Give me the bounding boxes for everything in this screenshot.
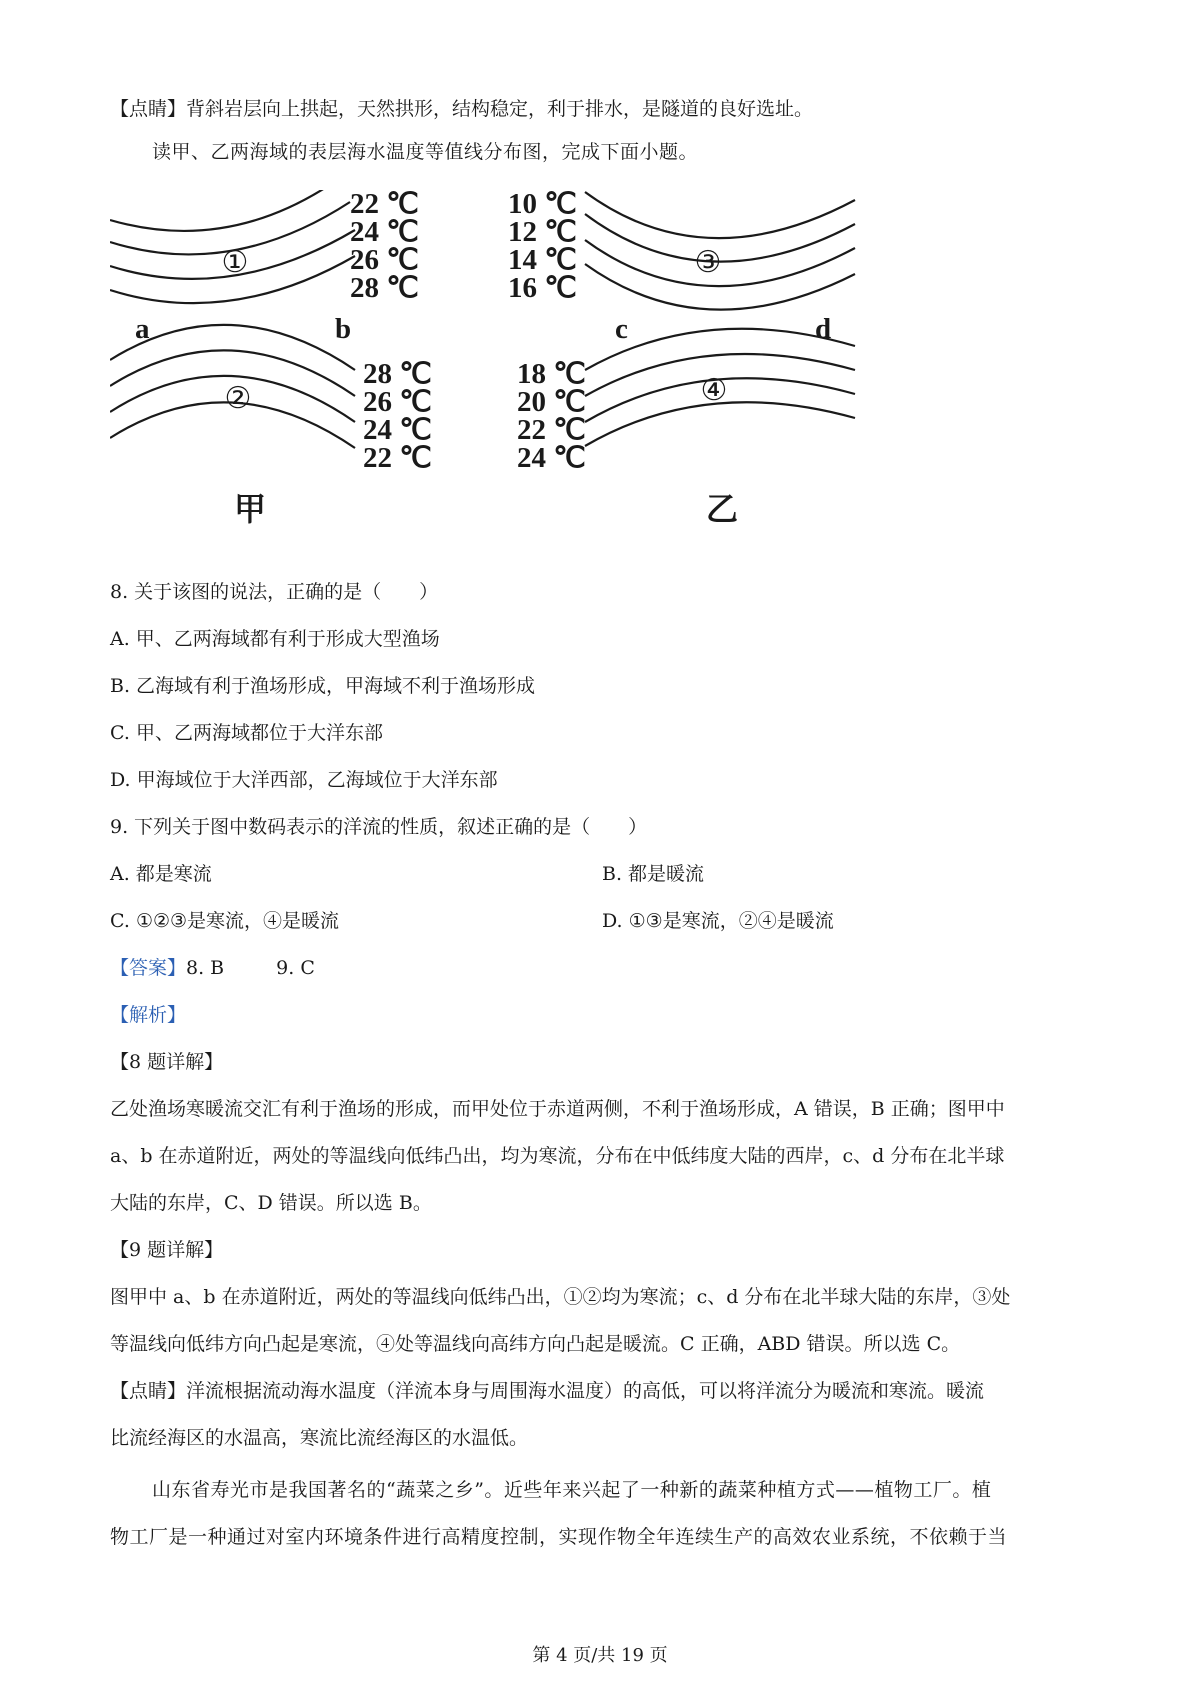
shandong-line-2: 物工厂是一种通过对室内环境条件进行高精度控制，实现作物全年连续生产的高效农业系统，不依赖于当 (110, 1526, 1008, 1548)
q8-option-c: C. 甲、乙两海域都位于大洋东部 (110, 722, 383, 744)
marker-1: ① (221, 245, 249, 280)
answer-line (110, 954, 1105, 982)
q9-option-b: B. 都是暖流 (602, 863, 705, 885)
detail-8-line-3: 大陆的东岸，C、D 错误。所以选 B。 (110, 1192, 432, 1214)
detail-8-line-2: a、b 在赤道附近，两处的等温线向低纬凸出，均为寒流，分布在中低纬度大陆的西岸，c、d 分布在北半球 (110, 1145, 1005, 1167)
jia-upper-label-1: 22 ℃ (350, 190, 419, 220)
answer-tag: 【答案】 (110, 957, 187, 979)
yi-upper-label-2: 12 ℃ (508, 216, 577, 248)
yi-right-letter: d (815, 313, 832, 345)
dianjing-line-1 (110, 95, 1105, 123)
question-9: 9. 下列关于图中数码表示的洋流的性质，叙述正确的是（ ） (110, 816, 648, 838)
detail-9-heading: 【9 题详解】 (110, 1239, 224, 1261)
yi-upper-line-1 (585, 192, 855, 238)
jia-left-letter: a (135, 313, 150, 345)
detail-9-line-1: 图甲中 a、b 在赤道附近，两处的等温线向低纬凸出，①②均为寒流；c、d 分布在北半球大陆的东岸，③处 (110, 1286, 1011, 1308)
yi-left-letter: c (615, 313, 628, 345)
yi-upper-label-4: 16 ℃ (508, 272, 577, 304)
q8-option-b: B. 乙海域有利于渔场形成，甲海域不利于渔场形成 (110, 675, 536, 697)
caption-yi: 乙 (705, 490, 739, 528)
q8-option-a: A. 甲、乙两海域都有利于形成大型渔场 (110, 628, 440, 650)
marker-3: ③ (694, 245, 722, 280)
answer-9: 9. C (276, 957, 315, 979)
yi-lower-line-4 (585, 402, 855, 446)
caption-jia: 甲 (233, 490, 267, 528)
dianjing-2-text: 洋流根据流动海水温度（洋流本身与周围海水温度）的高低，可以将洋流分为暖流和寒流。暖流 (186, 1380, 985, 1402)
jia-right-letter: b (335, 313, 352, 345)
yi-lower-label-2: 20 ℃ (517, 386, 586, 418)
dianjing-2-tag: 【点睛】 (110, 1380, 187, 1402)
dianjing-2-line-1 (110, 1377, 1105, 1405)
isotherm-svg (110, 190, 950, 560)
jia-lower-label-2: 26 ℃ (363, 386, 432, 418)
question-8: 8. 关于该图的说法，正确的是（ ） (110, 581, 439, 603)
yi-upper-label-3: 14 ℃ (508, 244, 577, 276)
jia-lower-label-4: 22 ℃ (363, 442, 432, 474)
yi-upper-label-1: 10 ℃ (508, 190, 577, 220)
intro-line: 读甲、乙两海域的表层海水温度等值线分布图，完成下面小题。 (152, 141, 699, 163)
marker-2: ② (224, 381, 252, 416)
dianjing-tag: 【点睛】 (110, 98, 187, 120)
marker-4: ④ (700, 373, 728, 408)
q8-option-d: D. 甲海域位于大洋西部，乙海域位于大洋东部 (110, 769, 498, 791)
yi-lower-label-3: 22 ℃ (517, 414, 586, 446)
jia-lower-label-1: 28 ℃ (363, 358, 432, 390)
yi-lower-label-4: 24 ℃ (517, 442, 586, 474)
jia-upper-label-3: 26 ℃ (350, 244, 419, 276)
q9-option-c: C. ①②③是寒流，④是暖流 (110, 910, 340, 932)
jiexi-tag: 【解析】 (110, 1004, 187, 1026)
answer-8: 8. B (186, 957, 225, 979)
dianjing-text: 背斜岩层向上拱起，天然拱形，结构稳定，利于排水，是隧道的良好选址。 (186, 98, 814, 120)
isotherm-figure (110, 190, 950, 560)
q9-option-d: D. ①③是寒流，②④是暖流 (602, 910, 834, 932)
detail-9-line-2: 等温线向低纬方向凸起是寒流，④处等温线向高纬方向凸起是暖流。C 正确，ABD 错误。所以选 C。 (110, 1333, 961, 1355)
page-footer: 第 4 页/共 19 页 (532, 1645, 668, 1666)
jia-upper-line-1 (110, 190, 340, 231)
detail-8-line-1: 乙处渔场寒暖流交汇有利于渔场的形成，而甲处位于赤道两侧，不利于渔场形成，A 错误，B 正确；图甲中 (110, 1098, 1005, 1120)
jia-upper-label-4: 28 ℃ (350, 272, 419, 304)
detail-8-heading: 【8 题详解】 (110, 1051, 224, 1073)
yi-lower-label-1: 18 ℃ (517, 358, 586, 390)
jia-upper-label-2: 24 ℃ (350, 216, 419, 248)
jia-lower-label-3: 24 ℃ (363, 414, 432, 446)
shandong-line-1: 山东省寿光市是我国著名的“蔬菜之乡”。近些年来兴起了一种新的蔬菜种植方式——植物工厂。植 (152, 1479, 992, 1501)
q9-option-a: A. 都是寒流 (110, 863, 212, 885)
dianjing-2-line-2: 比流经海区的水温高，寒流比流经海区的水温低。 (110, 1427, 529, 1449)
